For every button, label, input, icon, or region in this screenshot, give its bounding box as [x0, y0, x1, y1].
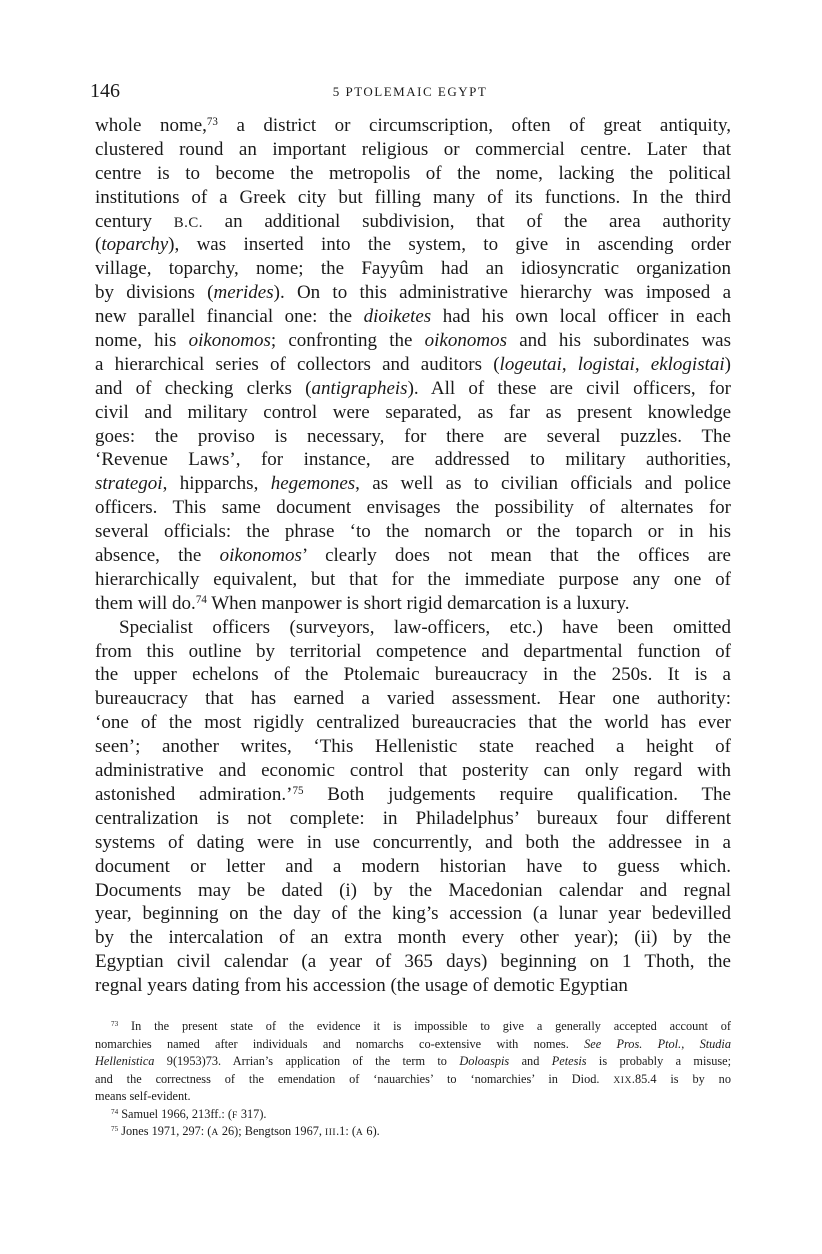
body-line: ‘Revenue Laws’, for instance, are addressed to military authorities,	[95, 449, 731, 471]
body-line: civil and military control were separated, as far as present knowledge	[95, 401, 731, 423]
body-line: (toparchy), was inserted into the system, to give in ascending order	[95, 234, 731, 256]
body-line: from this outline by territorial competence and departmental function of	[95, 640, 731, 662]
body-line: new parallel financial one: the dioiketes had his own local officer in each	[95, 306, 731, 328]
body-line: strategoi, hipparchs, hegemones, as well as to civilian officials and police	[95, 473, 731, 495]
body-line: village, toparchy, nome; the Fayyûm had an idiosyncratic organization	[95, 258, 731, 280]
body-line: goes: the proviso is necessary, for there are several puzzles. The	[95, 425, 731, 447]
body-line: Specialist officers (surveyors, law-officers, etc.) have been omitted	[119, 616, 731, 638]
body-line: hierarchically equivalent, but that for the immediate purpose any one of	[95, 568, 731, 590]
footnote-line: means self-evident.	[95, 1089, 191, 1103]
body-line: century B.C. an additional subdivision, that of the area authority	[95, 210, 731, 232]
footnote-line: Hellenistica 9(1953)73. Arrian’s application of the term to Doloaspis and Petesis is probably a misuse;	[95, 1054, 731, 1068]
body-line: administrative and economic control that posterity can only regard with	[95, 760, 731, 782]
footnote-line: $^{74}$ Samuel 1966, 213ff.: (F 317).	[111, 1106, 267, 1121]
body-line: a hierarchical series of collectors and auditors (logeutai, logistai, eklogistai)	[95, 353, 731, 375]
page-header	[90, 80, 730, 110]
body-text	[95, 114, 731, 998]
body-line: Documents may be dated (i) by the Macedonian calendar and regnal	[95, 879, 731, 901]
body-line: them will do.$^{74}$ When manpower is short rigid demarcation is a luxury.	[95, 592, 630, 614]
body-line: clustered round an important religious or commercial centre. Later that	[95, 138, 731, 160]
body-line: regnal years dating from his accession (the usage of demotic Egyptian	[95, 975, 628, 997]
body-line: several officials: the phrase ‘to the nomarch or the toparch or in his	[95, 521, 731, 543]
body-line: astonished admiration.’$^{75}$ Both judgements require qualification. The	[95, 783, 731, 805]
body-line: institutions of a Greek city but filling many of its functions. In the third	[95, 186, 731, 208]
body-line: officers. This same document envisages the possibility of alternates for	[95, 497, 731, 519]
body-line: year, beginning on the day of the king’s accession (a lunar year bedevilled	[95, 903, 731, 925]
body-line: seen’; another writes, ‘This Hellenistic state reached a height of	[95, 736, 731, 758]
body-line: by divisions (merides). On to this administrative hierarchy was imposed a	[95, 282, 731, 304]
body-line: centralization is not complete: in Philadelphus’ bureaux four different	[95, 807, 731, 829]
body-line: by the intercalation of an extra month every other year); (ii) by the	[95, 927, 731, 949]
footnote-line: and the correctness of the emendation of ‘nauarchies’ to ‘nomarchies’ in Diod. XIX.85.4 is by no	[95, 1071, 731, 1086]
body-line: whole nome,$^{73}$ a district or circumscription, often of great antiquity,	[95, 115, 731, 136]
body-line: systems of dating were in use concurrently, and both the addressee in a	[95, 831, 731, 853]
footnote-line: $^{73}$ In the present state of the evidence it is impossible to give a generally accepted account of	[111, 1019, 731, 1033]
page-number: 146	[90, 80, 120, 102]
body-line: ‘one of the most rigidly centralized bureaucracies that the world has ever	[95, 712, 731, 734]
body-line: centre is to become the metropolis of the nome, lacking the political	[95, 162, 731, 184]
footnote-line: nomarchies named after individuals and nomarchs co-extensive with nomes. See Pros. Ptol., Studia	[95, 1036, 731, 1051]
body-line: and of checking clerks (antigrapheis). All of these are civil officers, for	[95, 377, 731, 399]
body-line: bureaucracy that has earned a varied assessment. Hear one authority:	[95, 688, 731, 710]
body-line: nome, his oikonomos; confronting the oikonomos and his subordinates was	[95, 330, 732, 352]
body-line: document or letter and a modern historian have to guess which.	[95, 855, 731, 877]
body-line: the upper echelons of the Ptolemaic bureaucracy in the 250s. It is a	[95, 664, 731, 686]
running-head: 5 PTOLEMAIC EGYPT	[332, 84, 488, 99]
footnote-line: $^{75}$ Jones 1971, 297: (A 26); Bengtson 1967, III.1: (A 6).	[111, 1124, 380, 1138]
body-line: absence, the oikonomos’ clearly does not mean that the offices are	[95, 545, 731, 567]
footnotes	[95, 1018, 731, 1141]
body-line: Egyptian civil calendar (a year of 365 days) beginning on 1 Thoth, the	[95, 951, 731, 973]
